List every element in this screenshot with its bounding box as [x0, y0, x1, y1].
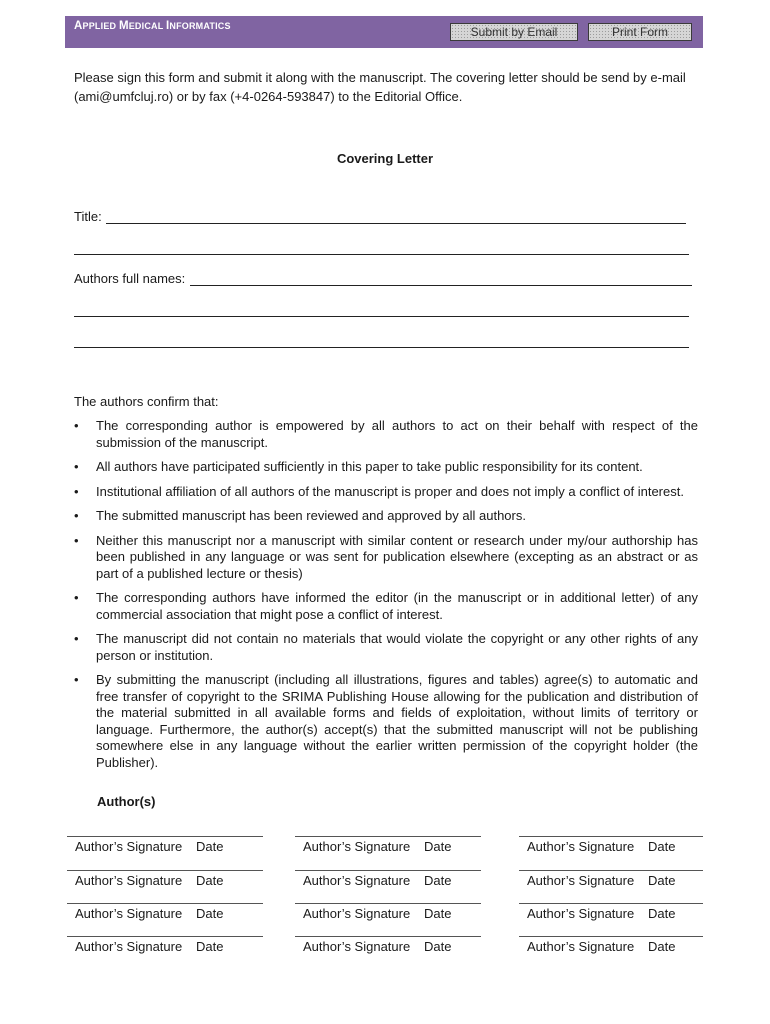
- signature-block[interactable]: [295, 903, 481, 925]
- list-item-text: The submitted manuscript has been reviewed and approved by all authors.: [96, 508, 526, 523]
- bullet-icon: •: [74, 631, 79, 646]
- signature-block[interactable]: [67, 936, 263, 958]
- signature-line[interactable]: [67, 870, 263, 871]
- authors-field-line[interactable]: [190, 285, 692, 286]
- signature-label: Author’s Signature: [527, 839, 635, 854]
- signature-label: Author’s Signature: [303, 839, 411, 854]
- journal-letters: EDICAL: [128, 21, 166, 31]
- bullet-icon: •: [74, 459, 79, 474]
- signature-label: Author’s Signature: [75, 906, 183, 921]
- signature-date-label: Date: [648, 873, 676, 888]
- signature-date-label: Date: [424, 839, 452, 854]
- signature-line[interactable]: [295, 936, 481, 937]
- signature-block[interactable]: [519, 870, 703, 892]
- signature-date-label: Date: [648, 906, 676, 921]
- list-item-text: Neither this manuscript nor a manuscript with similar content or research under my/our authorship has been published in any language or was sent for publication elsewhere (excepting as an abstract or as part of a published lecture or thesis): [96, 532, 698, 581]
- list-item: [74, 418, 698, 451]
- list-item: [74, 508, 698, 525]
- authors-field-line-3[interactable]: [74, 347, 689, 348]
- signature-label: Author’s Signature: [527, 906, 635, 921]
- signature-block[interactable]: [519, 936, 703, 958]
- signature-block[interactable]: [295, 936, 481, 958]
- bullet-icon: •: [74, 532, 79, 548]
- signature-date-label: Date: [648, 939, 676, 954]
- signature-line[interactable]: [295, 870, 481, 871]
- authors-heading: Author(s): [97, 794, 156, 809]
- journal-letter: A: [74, 20, 83, 32]
- signature-date-label: Date: [424, 873, 452, 888]
- list-item: [74, 631, 698, 664]
- signature-date-label: Date: [196, 906, 224, 921]
- signature-line[interactable]: [519, 903, 703, 904]
- signature-block[interactable]: [295, 870, 481, 892]
- list-item-text: The corresponding author is empowered by all authors to act on their behalf with respect of the submission of the manuscript.: [96, 418, 698, 450]
- signature-block[interactable]: [519, 903, 703, 925]
- signature-label: Author’s Signature: [75, 839, 183, 854]
- bullet-icon: •: [74, 418, 79, 433]
- signature-label: Author’s Signature: [527, 873, 635, 888]
- signature-label: Author’s Signature: [303, 906, 411, 921]
- list-item-text: All authors have participated sufficiently in this paper to take public responsibility for its content.: [96, 459, 643, 474]
- list-item-text: The corresponding authors have informed the editor (in the manuscript or in additional letter) of any commercial association that might pose a conflict of interest.: [96, 590, 698, 622]
- journal-letters: PPLIED: [82, 21, 119, 31]
- signature-block[interactable]: [519, 836, 703, 858]
- bullet-icon: •: [74, 483, 79, 499]
- signature-block[interactable]: [67, 903, 263, 925]
- submit-by-email-button[interactable]: Submit by Email: [450, 23, 578, 41]
- journal-name: [74, 20, 231, 32]
- signature-date-label: Date: [424, 906, 452, 921]
- signature-date-label: Date: [196, 839, 224, 854]
- authors-label: Authors full names:: [74, 271, 186, 286]
- list-item-text: By submitting the manuscript (including all illustrations, figures and tables) agree(s) to automatic and free transfer of copyright to the SRIMA Publishing House allowing for the publication and distribution of the material submitted in all available forms and fields of exploitation, without limits of territory or language. Furthermore, the author(s) accept(s) that the submitted manuscript will not be publishing somewhere else in any language without the earlier written permission of the copyright holder (the Publisher).: [96, 672, 698, 770]
- signature-line[interactable]: [67, 936, 263, 937]
- journal-letter: M: [118, 20, 129, 32]
- signature-label: Author’s Signature: [303, 939, 411, 954]
- signature-line[interactable]: [519, 870, 703, 871]
- signature-date-label: Date: [196, 939, 224, 954]
- confirm-intro: The authors confirm that:: [74, 394, 219, 409]
- signature-line[interactable]: [67, 903, 263, 904]
- list-item-text: Institutional affiliation of all authors of the manuscript is proper and does not imply a conflict of interest.: [96, 483, 684, 499]
- signature-date-label: Date: [648, 839, 676, 854]
- title-label: Title:: [74, 209, 102, 224]
- signature-line[interactable]: [519, 836, 703, 837]
- journal-header-bar: [65, 16, 703, 48]
- title-field-line[interactable]: [106, 223, 686, 224]
- signature-line[interactable]: [67, 836, 263, 837]
- signature-block[interactable]: [67, 870, 263, 892]
- signature-line[interactable]: [295, 836, 481, 837]
- signature-label: Author’s Signature: [303, 873, 411, 888]
- signature-block[interactable]: [67, 836, 263, 858]
- list-item-text: The manuscript did not contain no materials that would violate the copyright or any other rights of any person or institution.: [96, 631, 698, 663]
- title-field-line-2[interactable]: [74, 254, 689, 255]
- signature-line[interactable]: [519, 936, 703, 937]
- list-item: [74, 672, 698, 771]
- journal-letters: NFORMATICS: [169, 21, 231, 31]
- signature-block[interactable]: [295, 836, 481, 858]
- bullet-icon: •: [74, 508, 79, 523]
- journal-letter: I: [165, 20, 170, 32]
- bullet-icon: •: [74, 590, 79, 605]
- signature-line[interactable]: [295, 903, 481, 904]
- intro-paragraph: Please sign this form and submit it along with the manuscript. The covering letter should be send by e-mail (ami@umfcluj.ro) or by fax (+4-0264-593847) to the Editorial Office.: [74, 70, 686, 104]
- list-item: [74, 590, 698, 623]
- list-item: [74, 484, 698, 501]
- authors-field-line-2[interactable]: [74, 316, 689, 317]
- signature-label: Author’s Signature: [527, 939, 635, 954]
- signature-date-label: Date: [196, 873, 224, 888]
- print-form-button[interactable]: Print Form: [588, 23, 692, 41]
- list-item: [74, 533, 698, 583]
- bullet-icon: •: [74, 672, 79, 687]
- signature-label: Author’s Signature: [75, 873, 183, 888]
- signature-label: Author’s Signature: [75, 939, 183, 954]
- confirmation-list: [74, 418, 698, 779]
- list-item: [74, 459, 698, 476]
- signature-date-label: Date: [424, 939, 452, 954]
- document-title: Covering Letter: [336, 151, 434, 166]
